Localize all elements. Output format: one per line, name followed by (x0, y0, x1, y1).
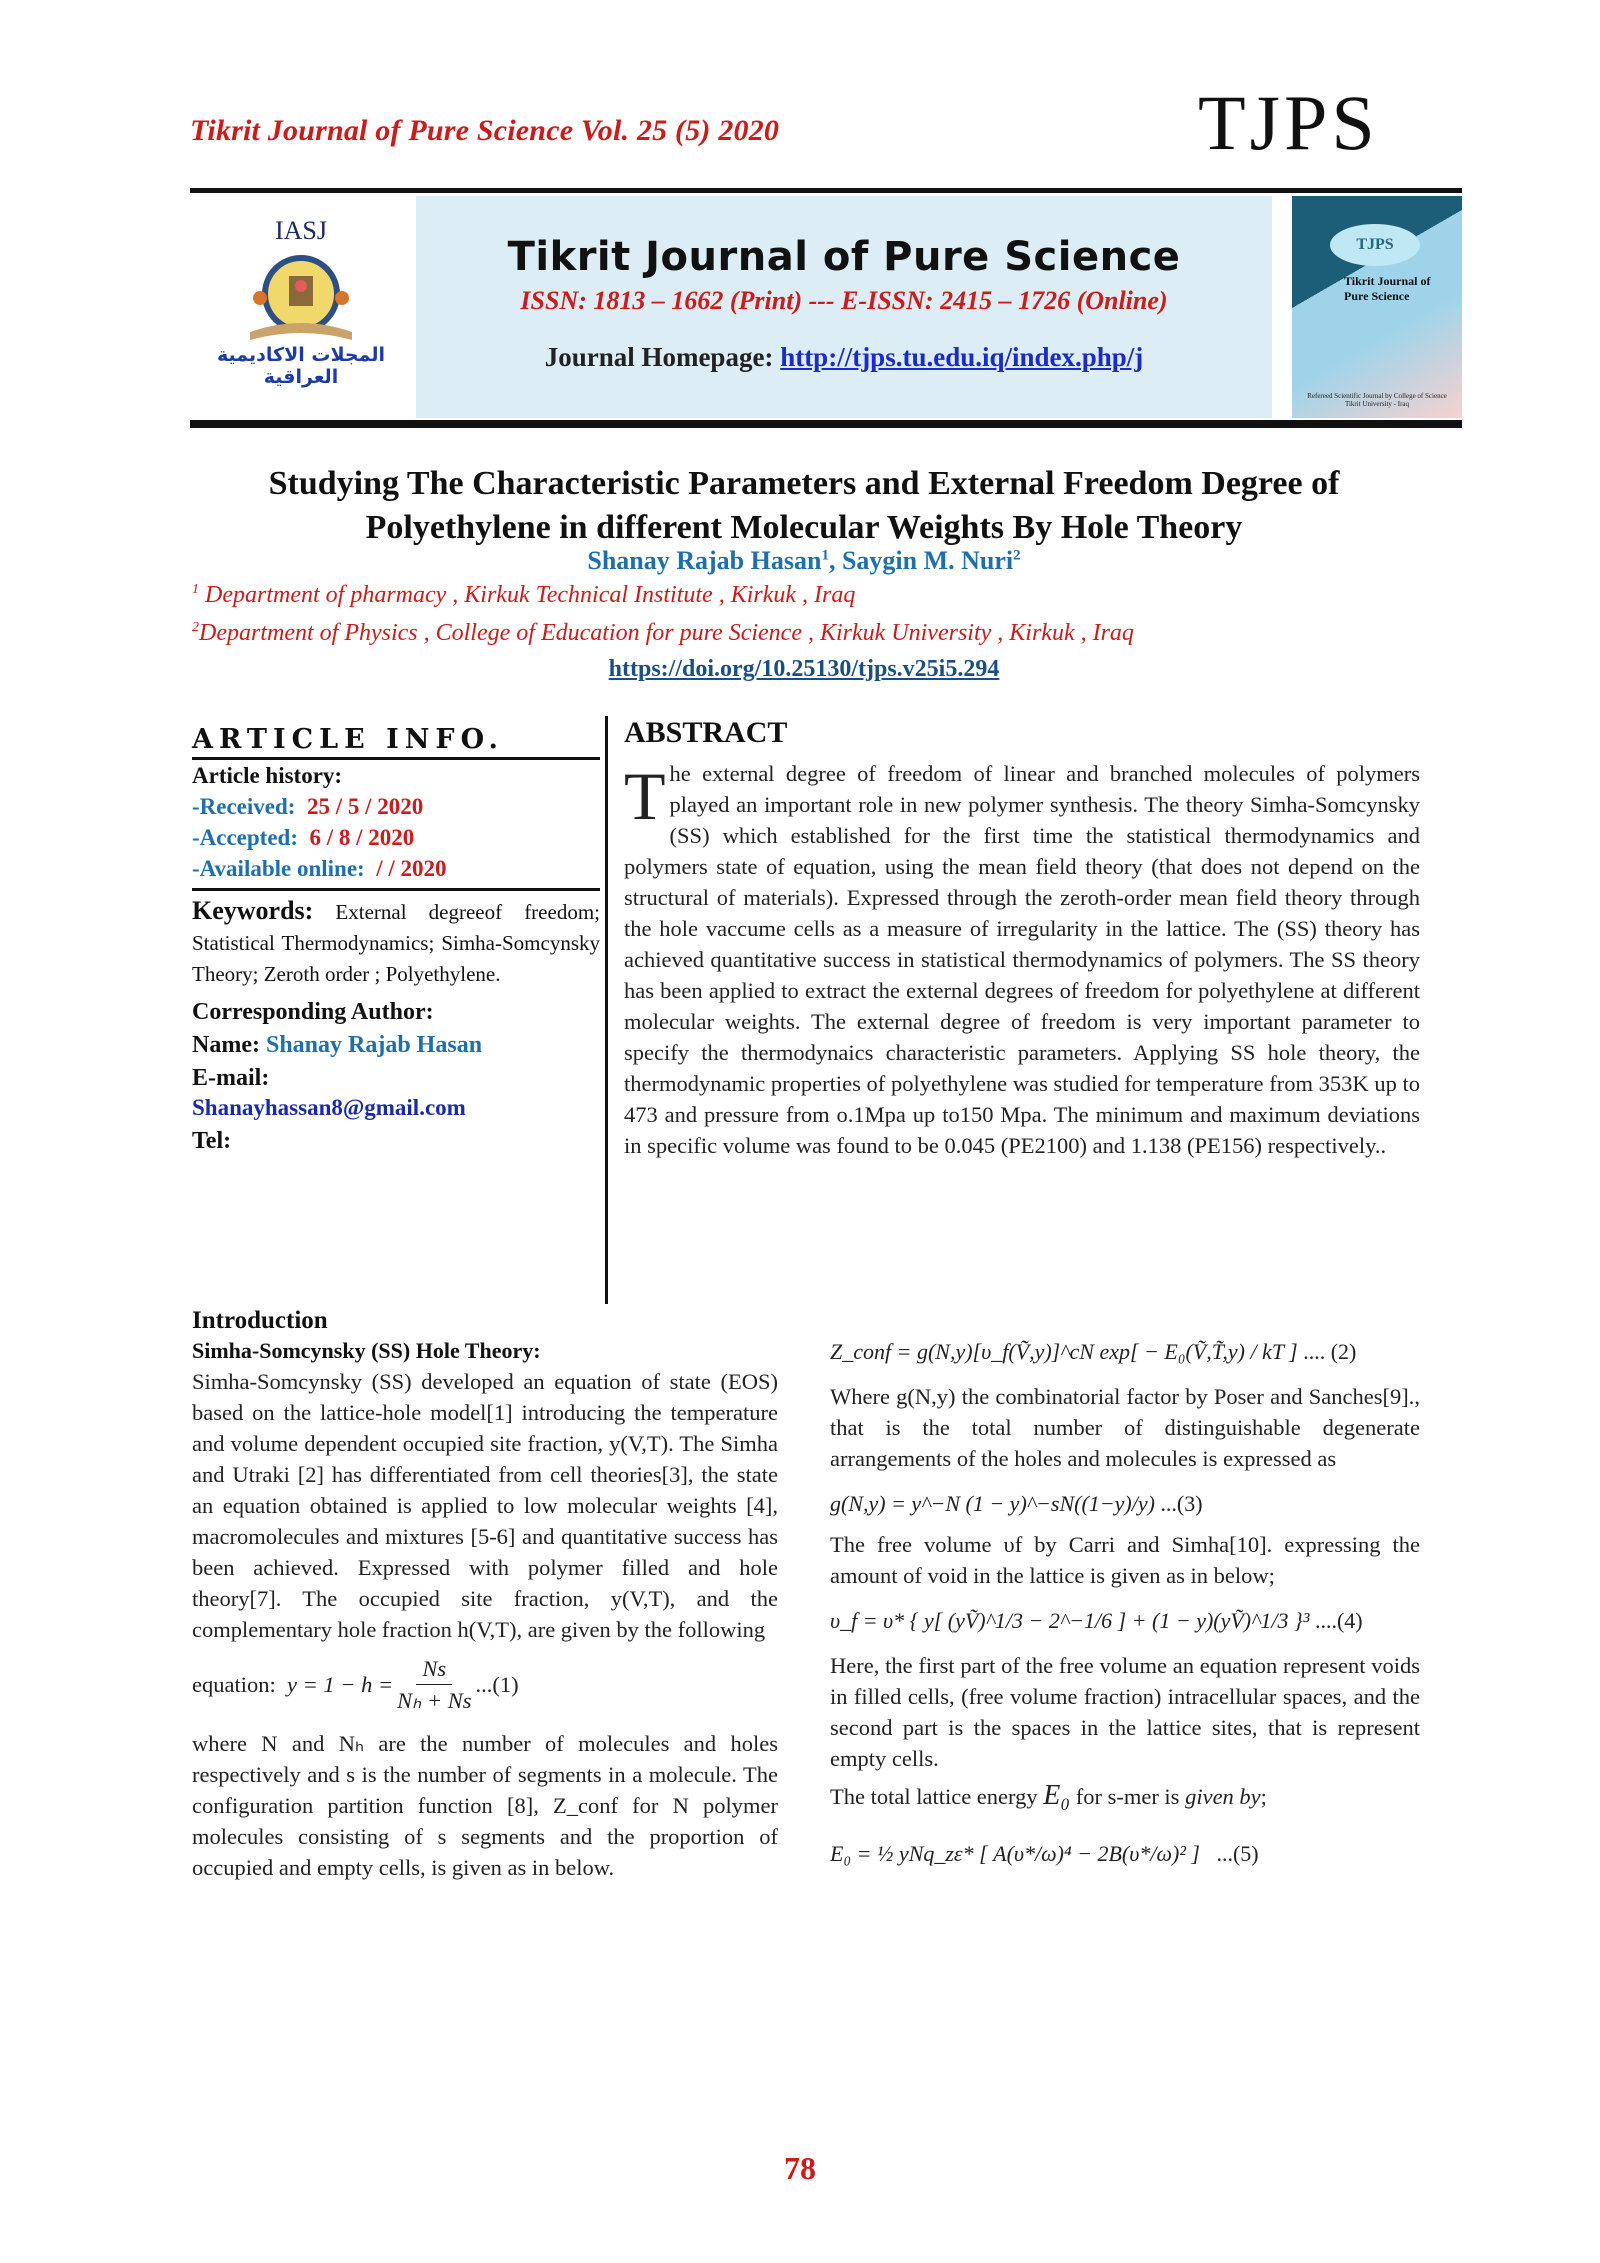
equation-2-body: Z_conf = g(N,y)[υ_f(Ṽ,y)]^cN exp[ − E₀(Ṽ,T̃,y) / kT ] (830, 1339, 1298, 1364)
introduction-section (192, 1306, 778, 1883)
name-value: Shanay Rajab Hasan (265, 1032, 483, 1058)
equation-4 (830, 1605, 1420, 1636)
name-label: Name: (192, 1032, 266, 1058)
iasj-logo (190, 196, 412, 418)
doi (190, 656, 1418, 683)
equation-1 (192, 1653, 778, 1716)
equation-1-fraction (397, 1653, 471, 1716)
journal-homepage (416, 342, 1272, 373)
equation-5-tag: ...(5) (1216, 1841, 1259, 1866)
right-paragraph-2: The free volume υf by Carri and Simha[10]. expressing the amount of void in the lattice is given as in below; (830, 1532, 1420, 1588)
right-paragraph-1: Where g(N,y) the combinatorial factor by Poser and Sanches[9]., that is the total number of distinguishable degenerate arrangements of the holes and molecules is expressed as (830, 1384, 1420, 1471)
header-rule-top (190, 188, 1462, 193)
equation-1-numerator: Ns (416, 1653, 452, 1685)
name-row (192, 1029, 600, 1062)
received-date: 25 / 5 / 2020 (306, 794, 424, 819)
equation-5 (830, 1838, 1420, 1869)
affiliation-1-text: Department of pharmacy , Kirkuk Technical Institute , Kirkuk , Iraq (199, 582, 856, 608)
intro-paragraph-1: Simha-Somcynsky (SS) developed an equation of state (EOS) based on the lattice-hole model[1] introducing the temperature and volume dependent occupied site fraction, y(V,T). The Simha and Utraki [2] has differentiated from cell theories[3], the state an equation obtained is applied to low molecular weights [4], macromolecules and mixtures [5-6] and quantitative success has been achieved. Expressed with polymer filled and hole theory[7]. The occupied site fraction, y(V,T), and the complementary hole fraction h(V,T), are given by the following (192, 1369, 778, 1642)
p4-end: ; (1260, 1784, 1267, 1809)
paper-title (190, 462, 1418, 550)
p4-symbol: E₀ (1043, 1780, 1071, 1811)
abstract-section (624, 716, 1420, 1161)
online-row (192, 853, 600, 884)
intro-paragraph-2: where N and Nₕ are the number of molecules and holes respectively and s is the number of segments in a molecule. The configuration partition function [8], Z_conf for N polymer molecules consisting of s segments and the proportion of occupied and empty cells, is given as in below. (192, 1731, 778, 1880)
equation-2 (830, 1336, 1420, 1367)
journal-issn: ISSN: 1813 – 1662 (Print) --- E-ISSN: 2415 – 1726 (Online) (520, 286, 1168, 315)
received-label: -Received: (192, 794, 296, 819)
cover-logo: TJPS (1330, 224, 1420, 266)
homepage-link[interactable]: http://tjps.tu.edu.iq/index.php/j (780, 342, 1144, 372)
equation-1-tag: ...(1) (475, 1672, 519, 1697)
author-2: Saygin M. Nuri (841, 546, 1014, 575)
accepted-label: -Accepted: (192, 825, 299, 850)
keywords-label: Keywords: (192, 896, 314, 925)
abstract-body (624, 758, 1420, 1161)
homepage-label: Journal Homepage: (544, 342, 781, 372)
affiliation-2-text: Department of Physics , College of Education for pure Science , Kirkuk University , Kirkuk , Iraq (199, 620, 1134, 646)
paper-title-line-2: Polyethylene in different Molecular Weights By Hole Theory (365, 509, 1243, 546)
iasj-arabic-text: المجلات الاكاديمية العراقية (217, 344, 385, 388)
equation-3 (830, 1488, 1420, 1519)
author-list (190, 546, 1418, 576)
email-link[interactable]: Shanayhassan8@gmail.com (192, 1095, 466, 1120)
equation-2-tag: .... (2) (1303, 1339, 1357, 1364)
article-history (192, 760, 600, 891)
equation-1-prefix: equation: (192, 1672, 276, 1697)
equation-1-denominator: Nₕ + Ns (397, 1688, 472, 1713)
corresponding-label: Corresponding Author: (192, 999, 434, 1025)
right-paragraph-3: Here, the first part of the free volume an equation represent voids in filled cells, (free volume fraction) intracellular spaces, and the second part is the spaces in the lattice sites, that is represent empty cells. (830, 1653, 1420, 1771)
accepted-date: 6 / 8 / 2020 (309, 825, 415, 850)
author-1: Shanay Rajab Hasan (587, 546, 822, 575)
doi-link[interactable]: https://doi.org/10.25130/tjps.v25i5.294 (608, 656, 1000, 682)
p4-italic: given by (1185, 1784, 1261, 1809)
abstract-text: he external degree of freedom of linear and branched molecules of polymers played an important role in new polymer synthesis. The theory Simha-Somcynsky (SS) which established for the first time the statistical thermodynamics and polymers state of equation, using the mean field theory (that does not depend on the structural of materials). Expressed through the zeroth-order mean field theory through the hole vaccume cells as a measure of irregularity in the lattice. The (SS) theory has achieved quantitative success in statistical thermodynamics of polymers. The SS theory has been applied to extract the external degrees of freedom for polyethylene at different molecular weights. The external degree of freedom is very important parameter to specify the thermodynaics characteristic parameters. Applying SS hole theory, the thermodynamic properties of polyethylene was studied for temperature from 353K up to 473 and pressure from o.1Mpa up to150 Mpa. The minimum and maximum deviations in specific volume was found to be 0.045 (PE2100) and 1.138 (PE156) respectively.. (624, 761, 1420, 1158)
received-row (192, 791, 600, 822)
history-label: Article history: (192, 763, 343, 788)
iasj-label: IASJ (274, 216, 327, 245)
paper-title-line-1: Studying The Characteristic Parameters and External Freedom Degree of (268, 465, 1340, 502)
equation-3-tag: ...(3) (1160, 1491, 1203, 1516)
journal-cover-image (1292, 196, 1462, 418)
online-label: -Available online: (192, 856, 365, 881)
equation-1-lhs: y = 1 − h = (286, 1672, 394, 1697)
online-date: / / 2020 (376, 856, 447, 881)
p4-prefix: The total lattice energy (830, 1784, 1044, 1809)
journal-banner (190, 196, 1462, 418)
cover-footer: Refereed Scientific Journal by College of Science Tikrit University - Iraq (1307, 392, 1447, 408)
journal-title: Tikrit Journal of Pure Science (507, 234, 1181, 280)
keywords-text: External degreeof freedom; Statistical Thermodynamics; Simha-Somcynsky Theory; Zeroth order ; Polyethylene. (192, 900, 600, 986)
banner-center (416, 196, 1272, 418)
column-divider (605, 716, 608, 1304)
right-column (830, 1330, 1420, 1875)
affiliation-1-sup: 1 (192, 582, 199, 597)
affiliation-2-sup: 2 (192, 620, 199, 635)
accepted-row (192, 822, 600, 853)
abstract-heading: ABSTRACT (624, 716, 788, 749)
author-1-sup: 1 (821, 547, 829, 564)
ss-theory-subheading: Simha-Somcynsky (SS) Hole Theory: (192, 1338, 541, 1363)
author-separator: , (828, 546, 842, 575)
equation-5-body: E₀ = ½ yNq_zε* [ A(υ*/ω)⁴ − 2B(υ*/ω)² ] (830, 1841, 1200, 1866)
equation-4-tag: ....(4) (1314, 1608, 1363, 1633)
page-number: 78 (784, 2150, 816, 2186)
tjps-logo-text: TJPS (1198, 79, 1379, 166)
tel-label: Tel: (192, 1128, 232, 1154)
affiliation-2 (192, 620, 1134, 647)
keywords (192, 895, 600, 990)
iasj-seal-icon (242, 254, 360, 346)
p4-mid: for s-mer is (1070, 1784, 1186, 1809)
cover-title: Tikrit Journal of Pure Science (1344, 274, 1431, 303)
running-head: Tikrit Journal of Pure Science Vol. 25 (5) 2020 (190, 114, 780, 147)
introduction-heading: Introduction (192, 1307, 328, 1334)
article-info-heading: ARTICLE INFO. (192, 724, 600, 760)
right-paragraph-4 (830, 1780, 1420, 1812)
email-label: E-mail: (192, 1065, 270, 1091)
author-2-sup: 2 (1013, 547, 1021, 564)
article-info-panel (192, 724, 600, 1158)
abstract-dropcap: T (624, 758, 666, 834)
equation-4-body: υ_f = υ* { y[ (yṼ)^1/3 − 2^−1/6 ] + (1 − y)(yṼ)^1/3 }³ (830, 1608, 1310, 1633)
equation-3-body: g(N,y) = y^−N (1 − y)^−sN((1−y)/y) (830, 1491, 1155, 1516)
header-rule-bottom (190, 420, 1462, 428)
affiliation-1 (192, 582, 855, 609)
